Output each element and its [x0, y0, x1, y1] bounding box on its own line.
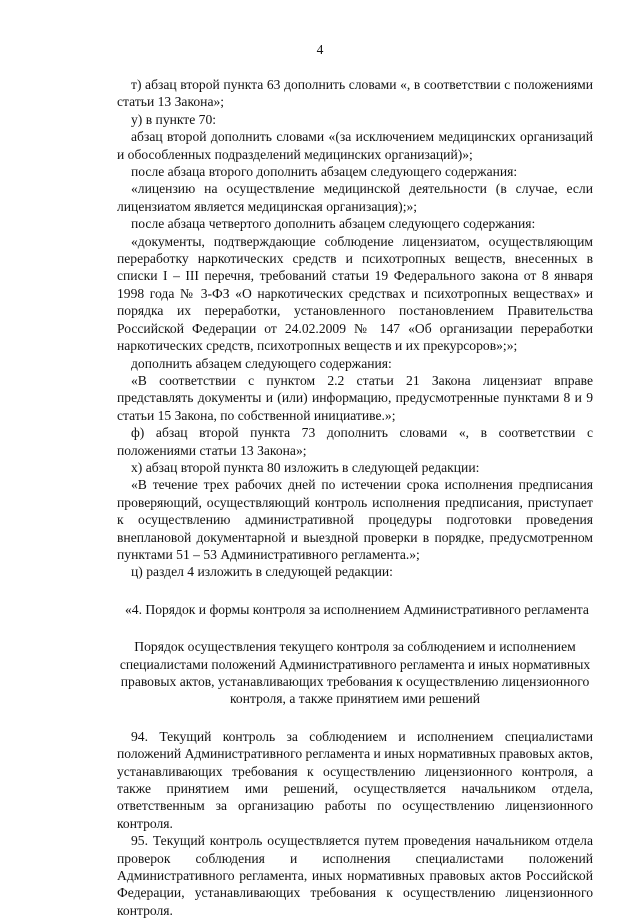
paragraph-95: 95. Текущий контроль осуществляется путем проведения начальником отдела проверок соблюдения и исполнения специалистами положений Административного регламента, иных нормативных правовых актов Российской Федерации, устанавливающих требования к осуществлению лицензионного контроля.: [117, 833, 593, 918]
paragraph-add-abzac: дополнить абзацем следующего содержания:: [131, 355, 392, 371]
section-subtitle: Порядок осуществления текущего контроля за соблюдением и исполнением специалистами положений Административного регламента и иных нормативных правовых актов, устанавливающих требования к осуществлению лицензионного контроля, а также принятием ими решений: [119, 639, 591, 707]
paragraph-ts: ц) раздел 4 изложить в следующей редакции:: [131, 564, 393, 580]
paragraph-license-quote: «лицензию на осуществление медицинской деятельности (в случае, если лицензиатом является медицинская организация);»;: [117, 181, 593, 214]
paragraph-documents-quote: «документы, подтверждающие соблюдение лицензиатом, осуществляющим переработку наркотических средств и психотропных веществ, внесенных в списки I – III перечня, требований статьи 19 Федерального закона от 8 января 1998 года № 3-ФЗ «О наркотических средствах и психотропных веществах» и порядка их переработки, установленного постановлением Правительства Российской Федерации от 24.02.2009 № 147 «Об организации переработки наркотических средств, психотропных веществ и их прекурсоров»;»;: [117, 233, 593, 354]
section-title: «4. Порядок и формы контроля за исполнением Административного регламента: [125, 601, 589, 617]
paragraph-kh: х) абзац второй пункта 80 изложить в следующей редакции:: [131, 459, 480, 475]
document-body: [117, 76, 593, 919]
paragraph-three-days-quote: «В течение трех рабочих дней по истечении срока исполнения предписания проверяющий, осуществляющий контроль исполнения предписания, приступает к осуществлению административной процедуры подготовки проведения внеплановой документарной и выездной проверки в порядке, предусмотренном пунктами 51 – 53 Административного регламента.»;: [117, 477, 593, 562]
paragraph-94: 94. Текущий контроль за соблюдением и исполнением специалистами положений Административного регламента и иных нормативных правовых актов, устанавливающих требования к осуществлению лицензионного контроля, а также принятием ими решений, осуществляется начальником отдела, ответственным за организацию работы по осуществлению лицензионного контроля.: [117, 728, 593, 831]
paragraph-after-abzac-4: после абзаца четвертого дополнить абзацем следующего содержания:: [131, 216, 536, 232]
paragraph-after-abzac-2: после абзаца второго дополнить абзацем следующего содержания:: [131, 164, 518, 180]
paragraph-t: т) абзац второй пункта 63 дополнить словами «, в соответствии с положениями статьи 13 Закона»;: [117, 77, 593, 110]
page-number: 4: [316, 42, 324, 57]
paragraph-u: у) в пункте 70:: [131, 111, 217, 127]
paragraph-f: ф) абзац второй пункта 73 дополнить словами «, в соответствии с положениями статьи 13 Закона»;: [117, 425, 593, 458]
paragraph-point-2-2-quote: «В соответствии с пунктом 2.2 статьи 21 Закона лицензиат вправе представлять документы и (или) информацию, предусмотренные пунктами 8 и 9 статьи 15 Закона, по собственной инициативе.»;: [117, 372, 593, 423]
paragraph-u-abzac-2: абзац второй дополнить словами «(за исключением медицинских организаций и обособленных подразделений медицинских организаций)»;: [117, 129, 593, 162]
